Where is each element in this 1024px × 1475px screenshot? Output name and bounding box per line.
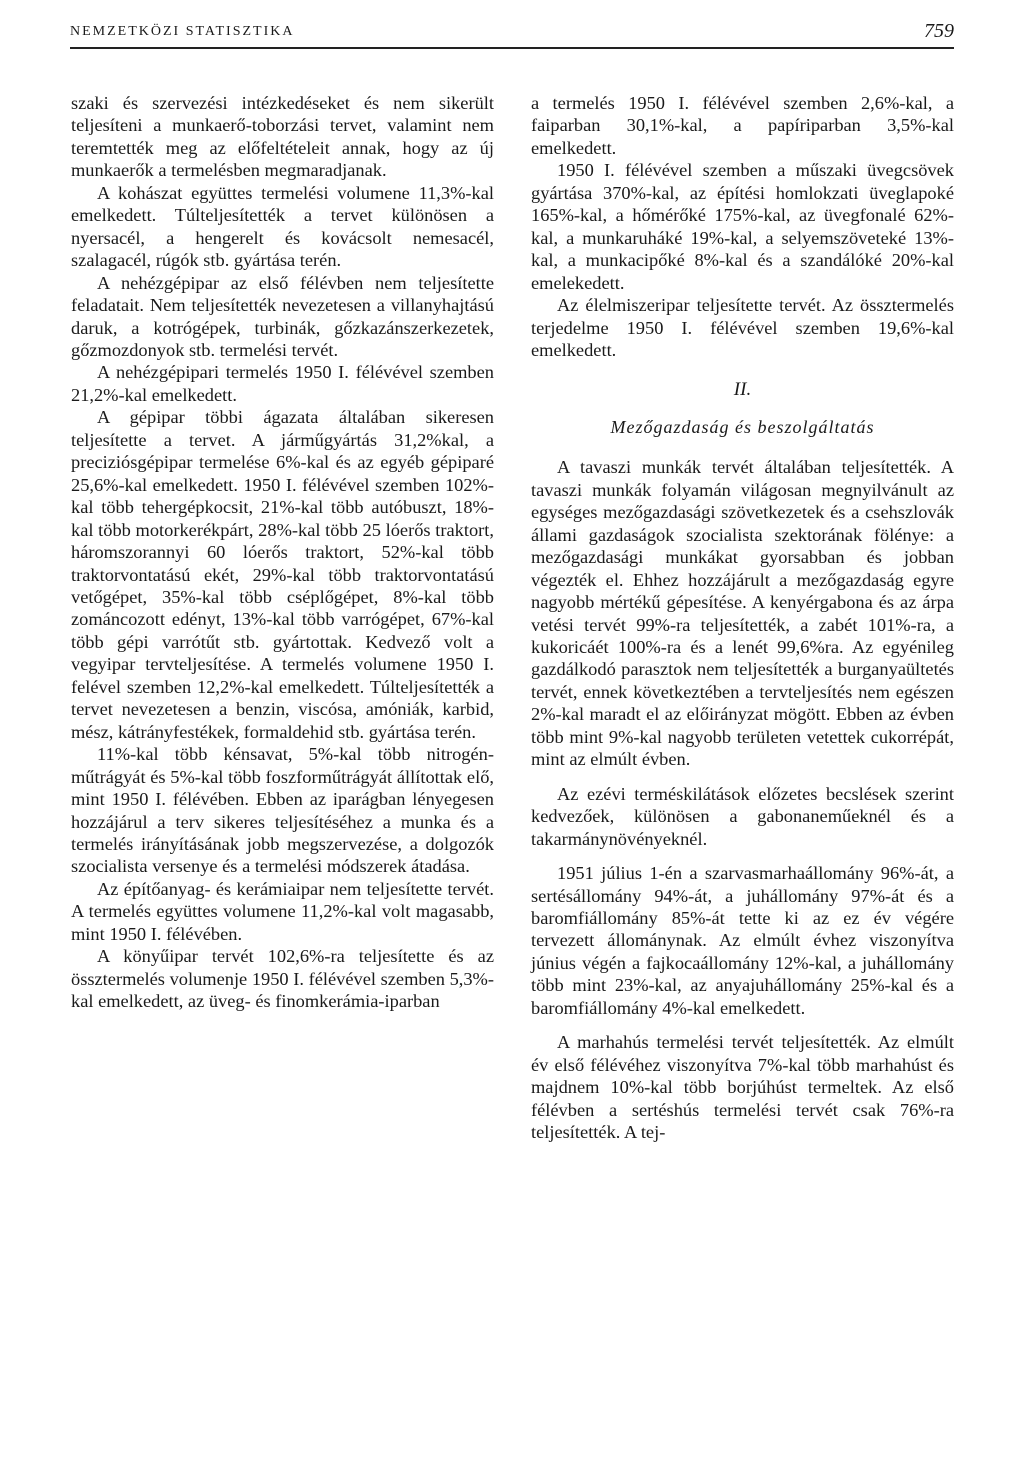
section-number: II. xyxy=(733,379,752,401)
paragraph: Az építőanyag- és kerámiaipar nem teljesítette tervét. A termelés együttes volumene 11,2%-kal volt magasabb, mint 1950 I. félévében. xyxy=(71,878,494,944)
paragraph: A nehézgépipari termelés 1950 I. félévével szemben 21,2%-kal emelkedett. xyxy=(71,362,494,405)
page-number: 759 xyxy=(924,20,954,42)
paragraph: A gépipar többi ágazata általában sikeresen teljesítette a tervet. A járműgyártás 31,2%kal, a preciziósgépipar termelése 6%-kal és az egyéb gépiparé 25,6%-kal emelkedett. 1950 I. félévével szemben 102%-kal több tehergépkocsit, 21%-kal több autóbuszt, 18%-kal több motorkerékpárt, 28%-kal több 25 lóerős traktort, háromszorannyi 60 lóerős traktort, 52%-kal több traktorvontatású ekét, 29%-kal több traktorvontatású vetőgépet, 35%-kal több cséplőgépet, 8%-kal több zománcozott edényt, 13%-kal több varrógépet, 67%-kal több gépi varrótűt stb. gyártottak. Kedvező volt a vegyipar tervteljesítése. A termelés volumene 1950 I. felével szemben 12,2%-kal emelkedett. Túlteljesítették a tervet nevezetesen a benzin, viscósa, amóniák, karbid, mész, kátrányfestékek, formaldehid stb. gyártása terén. xyxy=(71,407,494,742)
paragraph: A kohászat együttes termelési volumene 11,3%-kal emelkedett. Túlteljesítették a tervet különösen a nyersacél, a hengerelt és kovácsolt nemesacél, szalagacél, rúgók stb. gyártása terén. xyxy=(71,182,494,271)
paragraph: A tavaszi munkák tervét általában teljesítették. A tavaszi munkák folyamán világosan megnyilvánult az egységes mezőgazdasági szövetkezetek és a csehszlovák állami gazdaságok szocialista szektorának fölénye: a mezőgazdasági munkákat gyorsabban és jobban végezték el. Ehhez hozzájárult a mezőgazdaság egyre nagyobb mértékű gépesítése. A kenyérgabona és az árpa vetési tervét 99%-ra teljesítették, a zabét 101%-ra, a kukoricáét 100%-ra és a lenét 99,6%ra. Az egyénileg gazdálkodó parasztok nem teljesítették a burganyaültetés tervét, ennek következtében a tervteljesítés nem egészen 2%-kal maradt el az előirányzat mögött. Ebben az évben több mint 9%-kal nagyobb területen vetettek cukorrépát, mint az elmúlt évben. xyxy=(531,457,954,770)
paragraph: szaki és szervezési intézkedéseket és nem sikerült teljesíteni a munkaerő-toborzási tervet, valamint nem teremtették meg az előfeltételeit annak, hogy az új munkaerők a termelésben megmaradjanak. xyxy=(71,93,494,181)
paragraph: 1951 július 1-én a szarvasmarhaállomány 96%-át, a sertésállomány 94%-át, a juhállomány 97%-át és a baromfiállomány 85%-át tette ki az ez év végére tervezett állománynak. Az elmúlt évhez viszonyítva június végén a fajkocaállomány 12%-kal, a juhállomány több mint 23%-kal, az anyajuhállomány 25%-kal és a baromfiállomány 4%-kal emelkedett. xyxy=(531,863,954,1018)
left-column xyxy=(71,92,494,1013)
page-header xyxy=(70,20,954,44)
paragraph: Az ezévi terméskilátások előzetes becslések szerint kedvezőek, különösen a gabonaneműeknél és a takarmánynövényeknél. xyxy=(531,783,954,849)
header-rule xyxy=(70,47,954,49)
running-title: NEMZETKÖZI STATISZTIKA xyxy=(70,24,295,39)
paragraph: A könyűipar tervét 102,6%-ra teljesítette és az össztermelés volumenje 1950 I. félévével szemben 5,3%-kal emelkedett, az üveg- és finomkerámia-iparban xyxy=(71,946,494,1012)
right-column xyxy=(531,92,954,1143)
paragraph: 1950 I. félévével szemben a műszaki üvegcsövek gyártása 370%-kal, az építési homlokzati üveglapoké 165%-kal, a hőmérőké 175%-kal, az üvegfonalé 62%-kal, a munkaruháké 19%-kal, a selyemszöveteké 13%-kal, a munkacipőké 8%-kal és a szandálóké 20%-kal emelekedett. xyxy=(531,160,954,293)
paragraph: A nehézgépipar az első félévben nem teljesítette feladatait. Nem teljesítették nevezetesen a villanyhajtású daruk, a kotrógépek, turbinák, gőzkazánszerkezetek, gőzmozdonyok stb. termelési tervét. xyxy=(71,272,494,360)
paragraph: A marhahús termelési tervét teljesítették. Az elmúlt év első félévéhez viszonyítva 7%-kal több marhahúst és majdnem 10%-kal több borjúhúst termeltek. Az első félévben a sertéshús termelési tervét csak 76%-ra teljesítették. A tej- xyxy=(531,1032,954,1143)
paragraph: Az élelmiszeripar teljesítette tervét. Az össztermelés terjedelme 1950 I. félévével szemben 19,6%-kal emelkedett. xyxy=(531,295,954,360)
paragraph: a termelés 1950 I. félévével szemben 2,6%-kal, a faiparban 30,1%-kal, a papíriparban 3,5%-kal emelkedett. xyxy=(531,93,954,158)
paragraph: 11%-kal több kénsavat, 5%-kal több nitrogén-műtrágyát és 5%-kal több foszforműtrágyát állítottak elő, mint 1950 I. félévében. Ebben az iparágban lényegesen hozzájárul a terv sikeres teljesítéséhez a munka és a termelés irányításának jobb megszervezése, a dolgozók szocialista versenye és a termelési módszerek átadása. xyxy=(71,744,494,877)
section-title: Mezőgazdaság és beszolgáltatás xyxy=(610,416,875,437)
